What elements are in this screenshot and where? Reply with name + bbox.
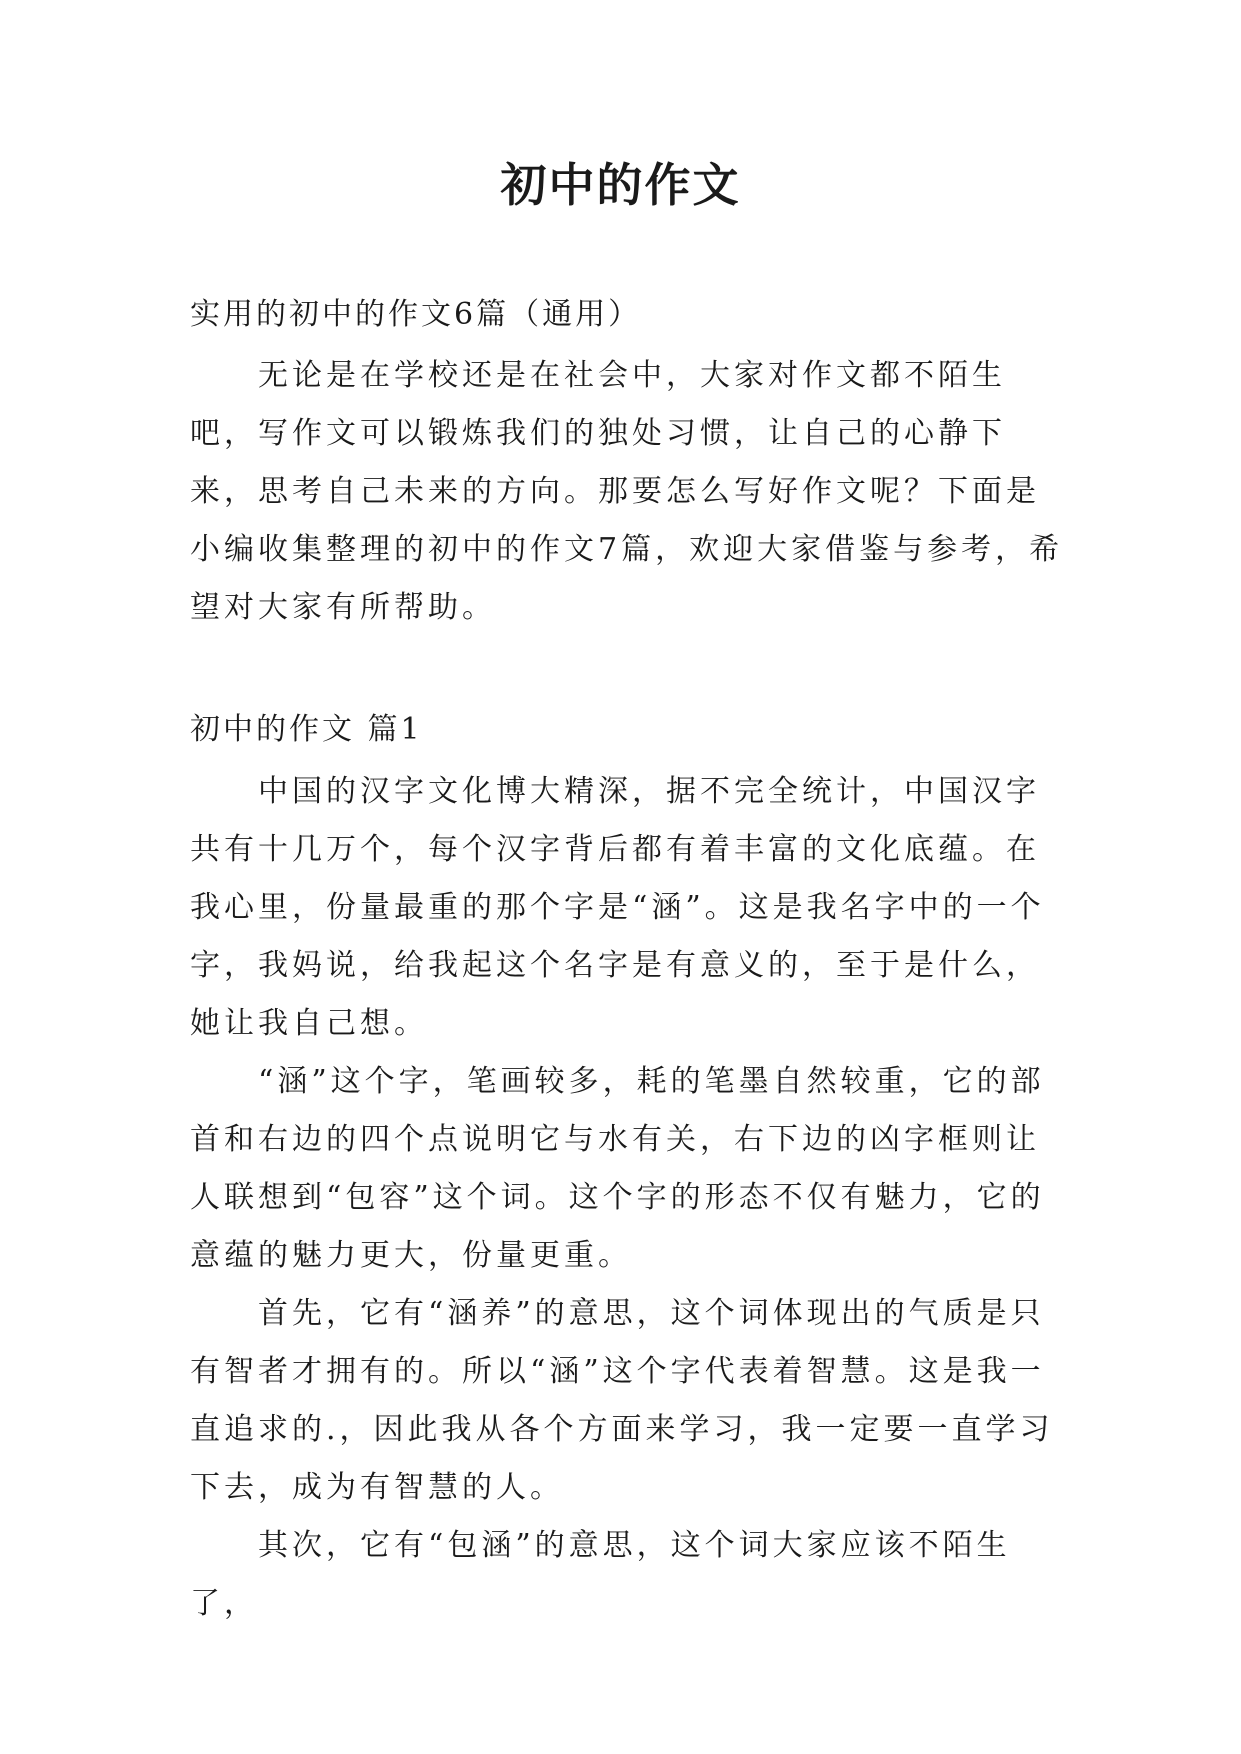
section-body [190, 763, 1070, 1633]
section-paragraph-3: 首先，它有“涵养”的意思，这个词体现出的气质是只有智者才拥有的。所以“涵”这个字代表着智慧。这是我一直追求的.，因此我从各个方面来学习，我一定要一直学习下去，成为有智慧的人。 [190, 1296, 1054, 1505]
document-title: 初中的作文 [500, 158, 741, 212]
section-paragraph-1: 中国的汉字文化博大精深，据不完全统计，中国汉字共有十几万个，每个汉字背后都有着丰富的文化底蕴。在我心里，份量最重的那个字是“涵”。这是我名字中的一个字，我妈说，给我起这个名字是有意义的，至于是什么，她让我自己想。 [190, 774, 1045, 1041]
intro-paragraph: 无论是在学校还是在社会中，大家对作文都不陌生吧，写作文可以锻炼我们的独处习惯，让自己的心静下来，思考自己未来的方向。那要怎么写好作文呢？下面是小编收集整理的初中的作文7篇，欢迎大家借鉴与参考，希望对大家有所帮助。 [190, 358, 1064, 625]
document-subtitle: 实用的初中的作文6篇（通用） [190, 297, 642, 332]
section-heading: 初中的作文 篇1 [190, 712, 423, 747]
section-paragraph-4: 其次，它有“包涵”的意思，这个词大家应该不陌生了， [190, 1528, 1011, 1621]
section-paragraph-2: “涵”这个字，笔画较多，耗的笔墨自然较重，它的部首和右边的四个点说明它与水有关，右下边的凶字框则让人联想到“包容”这个词。这个字的形态不仅有魅力，它的意蕴的魅力更大，份量更重。 [190, 1064, 1045, 1273]
